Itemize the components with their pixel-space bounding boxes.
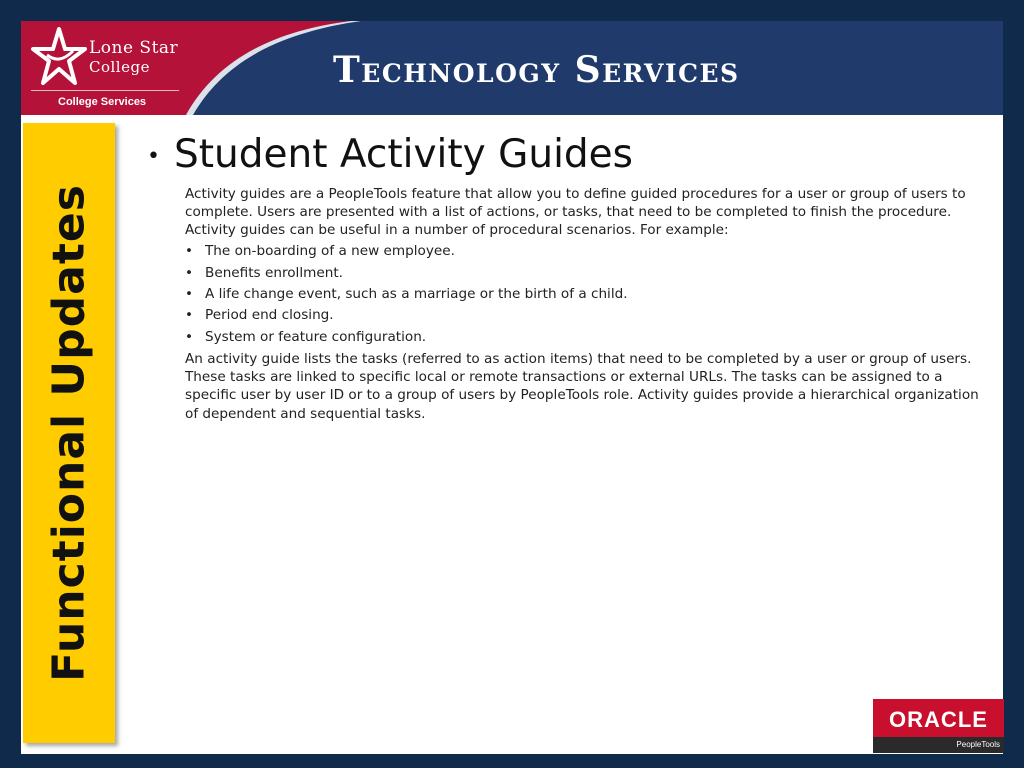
- header-banner: [21, 21, 1003, 115]
- logo-line-2: College: [89, 58, 150, 76]
- heading-text: Student Activity Guides: [173, 132, 633, 177]
- page-title: Technology Services: [333, 49, 740, 91]
- oracle-peopletools-logo: [873, 699, 1004, 753]
- list-item: • A life change event, such as a marriage or the birth of a child.: [185, 285, 628, 302]
- list-item: • Benefits enrollment.: [185, 264, 343, 281]
- lone-star-college-logo: [21, 21, 191, 115]
- section-heading: [143, 131, 988, 181]
- outro-paragraph: An activity guide lists the tasks (referred to as action items) that need to be completed by a user or group of users. These tasks are linked to specific local or remote transactions or external URLs. The tasks can be assigned to a specific user by user ID or to a group of users by PeopleTools role. Activity guides provide a hierarchical organization of dependent and sequential tasks.: [185, 350, 979, 422]
- logo-divider: [31, 90, 179, 91]
- list-item: • The on-boarding of a new employee.: [185, 243, 455, 260]
- slide: [21, 21, 1003, 754]
- list-item: • Period end closing.: [185, 307, 334, 324]
- oracle-wordmark: ORACLE: [889, 707, 988, 732]
- star-icon: [29, 25, 89, 89]
- content-area: [143, 131, 988, 423]
- scenario-list: [185, 241, 988, 347]
- intro-paragraph: Activity guides are a PeopleTools feature that allow you to define guided procedures for a user or group of users to complete. Users are presented with a list of actions, or tasks, that need to be completed to finish the procedure. Activity guides can be useful in a number of procedural scenarios. For example:: [185, 185, 966, 239]
- list-item: • System or feature configuration.: [185, 328, 427, 345]
- sidebar-banner: [23, 123, 115, 743]
- oracle-product-label: PeopleTools: [956, 740, 1000, 749]
- logo-line-1: Lone Star: [89, 38, 179, 58]
- heading-bullet: •: [147, 143, 160, 169]
- sidebar-label: Functional Updates: [43, 184, 95, 682]
- logo-subtitle: College Services: [58, 96, 147, 108]
